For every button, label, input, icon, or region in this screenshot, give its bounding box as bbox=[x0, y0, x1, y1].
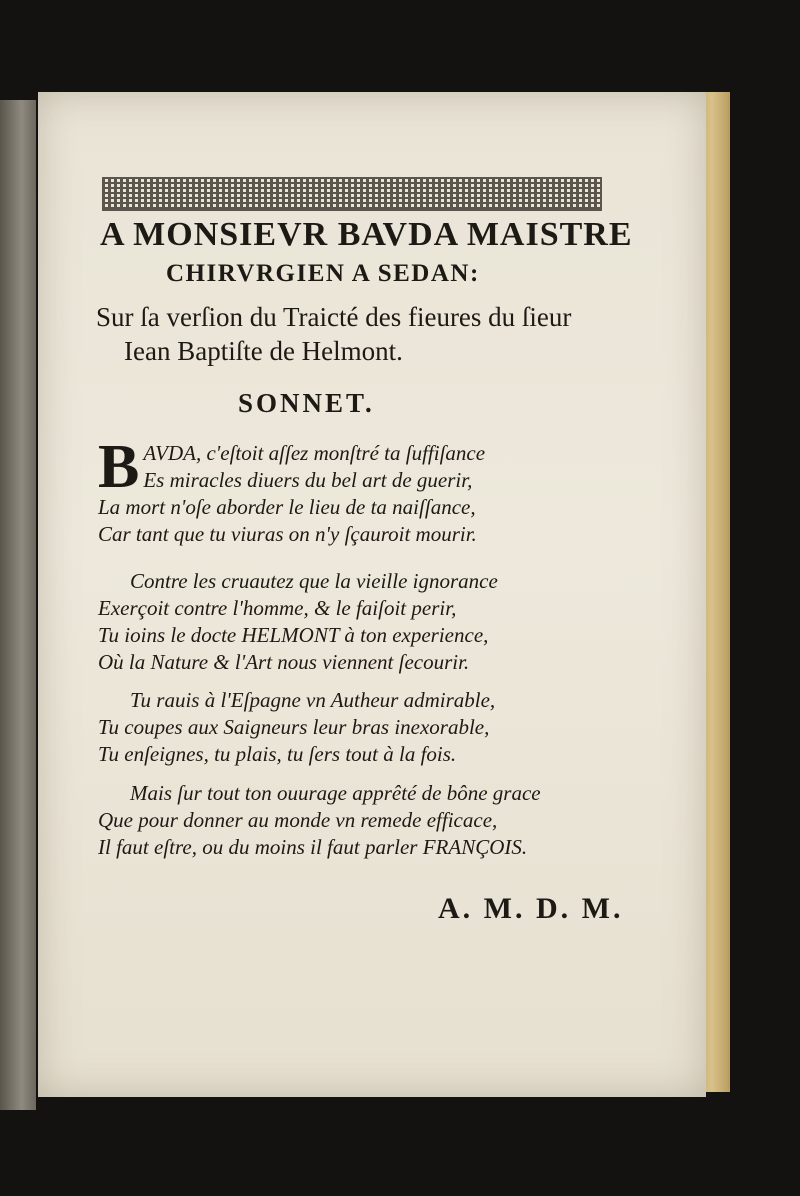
stanza-4 bbox=[98, 780, 698, 861]
verse-line: Tu ioins le docte HELMONT à ton experience, bbox=[98, 623, 489, 647]
stanza-2 bbox=[98, 568, 698, 676]
stanza-1 bbox=[98, 433, 698, 548]
stanza-3 bbox=[98, 687, 698, 768]
printers-ornament-band bbox=[102, 177, 602, 211]
verse-line: Où la Nature & l'Art nous viennent ſecourir. bbox=[98, 650, 470, 674]
verse-line: Contre les cruautez que la vieille ignorance bbox=[130, 569, 498, 593]
verse-line: Es miracles diuers du bel art de guerir, bbox=[143, 468, 473, 492]
verse-line: Tu rauis à l'Eſpagne vn Autheur admirable, bbox=[130, 688, 496, 712]
verse-line: Exerçoit contre l'homme, & le faiſoit perir, bbox=[98, 596, 457, 620]
drop-cap: B bbox=[98, 433, 140, 501]
verse-line: Que pour donner au monde vn remede efficace, bbox=[98, 808, 498, 832]
verse-line: AVDA, c'eſtoit aſſez monſtré ta ſuffiſance bbox=[143, 441, 486, 465]
signature-initials: A. M. D. M. bbox=[438, 892, 624, 925]
verse-line: Car tant que tu viuras on n'y ſçauroit mourir. bbox=[98, 522, 477, 546]
verse-line: Il faut eſtre, ou du moins il faut parler FRANÇOIS. bbox=[98, 835, 528, 859]
verse-line: Tu enſeignes, tu plais, tu ſers tout à la fois. bbox=[98, 742, 457, 766]
adjacent-page-edge bbox=[0, 100, 36, 1110]
verse-line: Mais ſur tout ton ouurage apprêté de bône grace bbox=[130, 781, 541, 805]
subject-line bbox=[96, 300, 656, 368]
book-page bbox=[38, 92, 706, 1097]
dedication-heading: A MONSIEVR BAVDA MAISTRE bbox=[100, 216, 633, 253]
subject-line-2: Iean Baptiſte de Helmont. bbox=[124, 336, 403, 366]
verse-line: La mort n'oſe aborder le lieu de ta naiſſance, bbox=[98, 495, 476, 519]
verse-line: Tu coupes aux Saigneurs leur bras inexorable, bbox=[98, 715, 490, 739]
sonnet-title: SONNET. bbox=[238, 388, 375, 418]
subject-line-1: Sur ſa verſion du Traicté des fieures du ſieur bbox=[96, 302, 572, 332]
dedication-subheading: CHIRVRGIEN A SEDAN: bbox=[166, 260, 480, 287]
